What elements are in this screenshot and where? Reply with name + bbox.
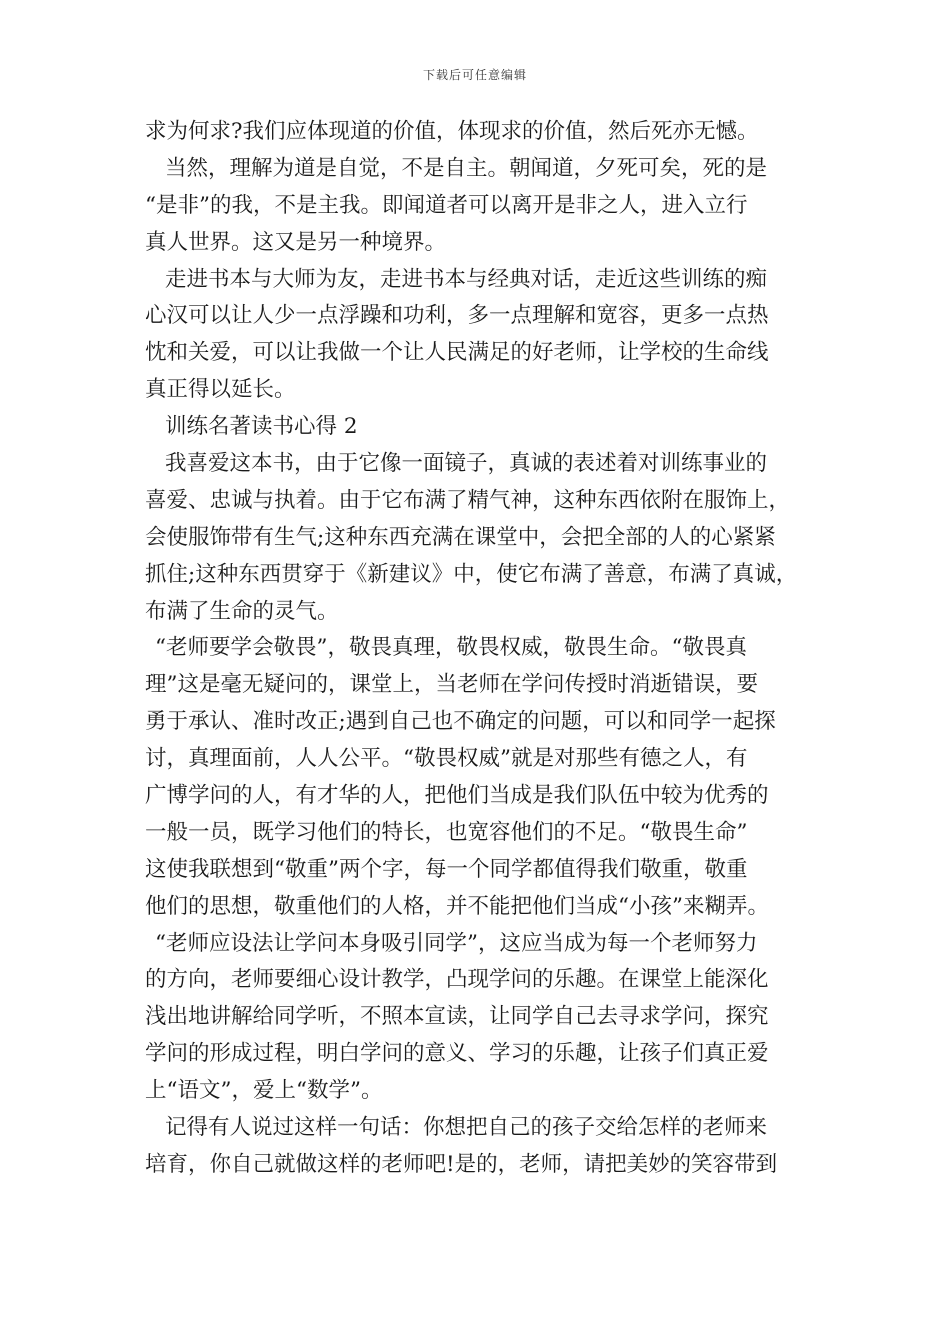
- text-line: 讨，真理面前，人人公平。“敬畏权威”就是对那些有德之人，有: [145, 746, 748, 772]
- text-line: 训练名著读书心得 2: [165, 414, 358, 440]
- text-line: “老师应设法让学问本身吸引同学”，这应当成为每一个老师努力: [155, 930, 758, 956]
- text-line: 浅出地讲解给同学听，不照本宣读，让同学自己去寻求学问，探究: [145, 1004, 769, 1030]
- text-line: 广博学问的人，有才华的人，把他们当成是我们队伍中较为优秀的: [145, 783, 769, 809]
- text-line: 学问的形成过程，明白学问的意义、学习的乐趣，让孩子们真正爱: [145, 1041, 769, 1067]
- text-line: 记得有人说过这样一句话：你想把自己的孩子交给怎样的老师来: [165, 1115, 768, 1141]
- text-line: 布满了生命的灵气。: [145, 598, 339, 624]
- text-line: 抓住;这种东西贯穿于《新建议》中，使它布满了善意，布满了真诚，: [145, 561, 798, 587]
- text-line: 真人世界。这又是另一种境界。: [145, 229, 447, 255]
- text-line: 勇于承认、准时改正;遇到自己也不确定的问题，可以和同学一起探: [145, 709, 776, 735]
- text-line: 心汉可以让人少一点浮躁和功利，多一点理解和宽容，更多一点热: [145, 303, 769, 329]
- document-body: [145, 114, 810, 1184]
- text-line: “老师要学会敬畏”，敬畏真理，敬畏权威，敬畏生命。“敬畏真: [155, 635, 747, 661]
- text-line: 走进书本与大师为友，走进书本与经典对话，走近这些训练的痴: [165, 266, 768, 292]
- page-header: 下载后可任意编辑: [422, 68, 527, 82]
- text-line: 当然，理解为道是自觉，不是自主。朝闻道，夕死可矣，死的是: [165, 155, 768, 181]
- text-line: 理”这是毫无疑问的，课堂上，当老师在学问传授时消逝错误，要: [145, 672, 758, 698]
- text-line: 会使服饰带有生气;这种东西充满在课堂中，会把全部的人的心紧紧: [145, 524, 776, 550]
- text-line: 上“语文”，爱上“数学”。: [145, 1078, 383, 1104]
- text-line: 求为何求?我们应体现道的价值，体现求的价值，然后死亦无憾。: [145, 119, 759, 144]
- text-line: 培育，你自己就做这样的老师吧!是的，老师，请把美妙的笑容带到: [145, 1151, 778, 1177]
- text-line: “是非”的我，不是主我。即闻道者可以离开是非之人，进入立行: [145, 192, 748, 218]
- text-line: 这使我联想到“敬重”两个字，每一个同学都值得我们敬重，敬重: [145, 856, 748, 882]
- text-line: 他们的思想，敬重他们的人格，并不能把他们当成“小孩”来糊弄。: [145, 893, 769, 919]
- text-line: 喜爱、忠诚与执着。由于它布满了精气神，这种东西依附在服饰上，: [145, 487, 791, 513]
- text-line: 真正得以延长。: [145, 377, 296, 403]
- text-line: 我喜爱这本书，由于它像一面镜子，真诚的表述着对训练事业的: [165, 451, 768, 477]
- text-line: 的方向，老师要细心设计教学，凸现学问的乐趣。在课堂上能深化: [145, 967, 769, 993]
- text-line: 忱和关爱，可以让我做一个让人民满足的好老师，让学校的生命线: [145, 340, 769, 366]
- text-line: 一般一员，既学习他们的特长，也宽容他们的不足。“敬畏生命”: [145, 819, 748, 845]
